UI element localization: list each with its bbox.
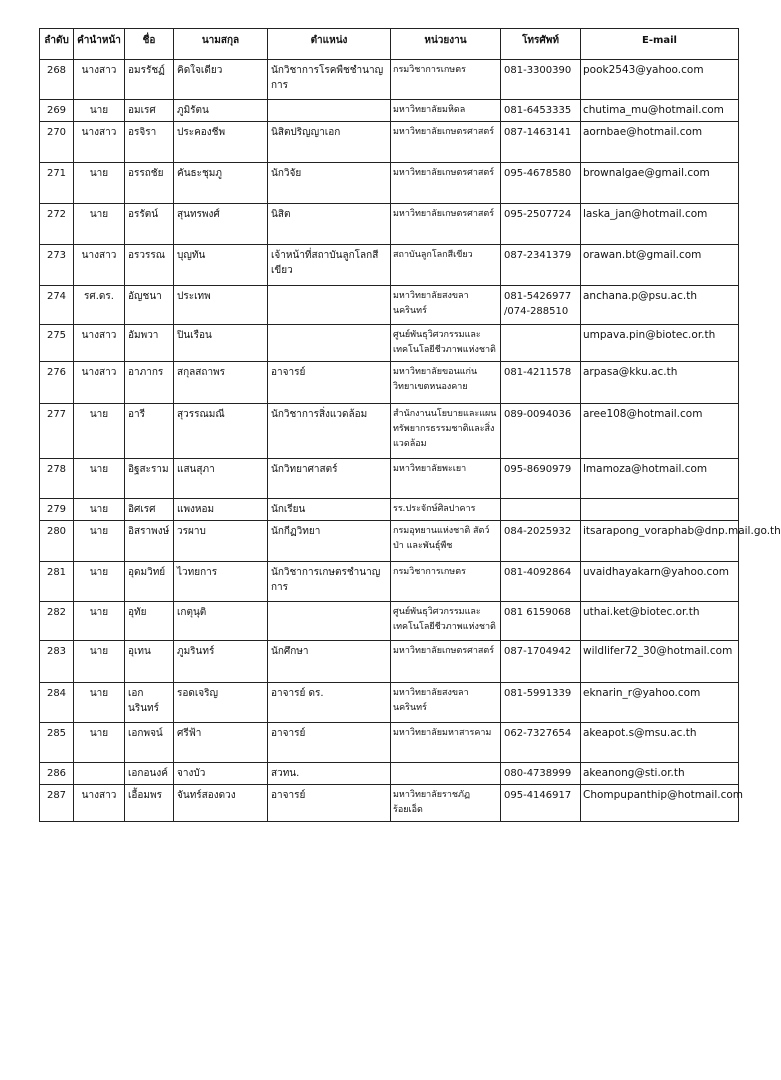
row-last-name: ศรีฟ้า (174, 723, 268, 763)
row-prefix: รศ.ดร. (74, 286, 125, 325)
row-position: นักวิชาการโรคพืชชำนาญการ (268, 60, 391, 100)
row-last-name: คันธะชุมภู (174, 163, 268, 204)
row-prefix: นางสาว (74, 785, 125, 822)
row-prefix: นาย (74, 683, 125, 723)
row-position (268, 602, 391, 641)
row-number: 271 (40, 163, 74, 204)
header-row (40, 29, 739, 60)
row-first-name: อรรัตน์ (125, 204, 174, 245)
row-first-name: อัมพวา (125, 325, 174, 362)
row-email: pook2543@yahoo.com (581, 60, 739, 100)
row-first-name: อุทัย (125, 602, 174, 641)
row-email: aree108@hotmail.com (581, 404, 739, 459)
row-number: 277 (40, 404, 74, 459)
row-first-name: อิฐสะราม (125, 459, 174, 499)
row-number: 286 (40, 763, 74, 785)
row-phone: 081-4211578 (501, 362, 581, 404)
row-number: 270 (40, 122, 74, 163)
row-organization: ศูนย์พันธุวิศวกรรมและเทคโนโลยีชีวภาพแห่งชาติ (391, 602, 501, 641)
row-phone: 084-2025932 (501, 521, 581, 562)
row-phone (501, 499, 581, 521)
row-phone: 095-2507724 (501, 204, 581, 245)
row-position: นักวิชาการสิ่งแวดล้อม (268, 404, 391, 459)
row-email: lmamoza@hotmail.com (581, 459, 739, 499)
row-phone: 081-4092864 (501, 562, 581, 602)
row-last-name: จางบัว (174, 763, 268, 785)
header-position: ตำแหน่ง (268, 29, 391, 60)
row-organization: มหาวิทยาลัยเกษตรศาสตร์ (391, 122, 501, 163)
row-number: 275 (40, 325, 74, 362)
row-last-name: ภูมิรัตน (174, 100, 268, 122)
row-last-name: รอดเจริญ (174, 683, 268, 723)
row-number: 272 (40, 204, 74, 245)
table-row (40, 785, 739, 822)
row-position: อาจารย์ (268, 723, 391, 763)
row-first-name: อรจิรา (125, 122, 174, 163)
row-phone: 087-2341379 (501, 245, 581, 286)
row-organization: มหาวิทยาลัยสงขลานครินทร์ (391, 683, 501, 723)
row-prefix: นางสาว (74, 362, 125, 404)
row-position: นักวิจัย (268, 163, 391, 204)
row-number: 283 (40, 641, 74, 683)
table-row (40, 562, 739, 602)
row-number: 269 (40, 100, 74, 122)
row-phone: 081-6453335 (501, 100, 581, 122)
participants-table (39, 28, 781, 822)
row-position (268, 325, 391, 362)
row-prefix: นาย (74, 459, 125, 499)
row-position: นิสิต (268, 204, 391, 245)
row-last-name: ปินเรือน (174, 325, 268, 362)
row-prefix: นาย (74, 404, 125, 459)
row-email: uvaidhayakarn@yahoo.com (581, 562, 739, 602)
row-phone: 081-3300390 (501, 60, 581, 100)
row-email: Chompupanthip@hotmail.com (581, 785, 739, 822)
row-email: eknarin_r@yahoo.com (581, 683, 739, 723)
table-row (40, 204, 739, 245)
table-row (40, 286, 739, 325)
row-email: orawan.bt@gmail.com (581, 245, 739, 286)
row-phone: 081-5426977 /074-288510 (501, 286, 581, 325)
table-row (40, 763, 739, 785)
table-row (40, 163, 739, 204)
row-last-name: แพงหอม (174, 499, 268, 521)
row-position: นักวิทยาศาสตร์ (268, 459, 391, 499)
row-number: 276 (40, 362, 74, 404)
row-prefix: นาย (74, 723, 125, 763)
row-first-name: อิศเรศ (125, 499, 174, 521)
row-organization: กรมวิชาการเกษตร (391, 562, 501, 602)
row-position: อาจารย์ (268, 785, 391, 822)
row-phone: 081 6159068 (501, 602, 581, 641)
row-phone: 080-4738999 (501, 763, 581, 785)
row-prefix: นาย (74, 163, 125, 204)
row-last-name: บุญทัน (174, 245, 268, 286)
row-number: 281 (40, 562, 74, 602)
row-number: 279 (40, 499, 74, 521)
row-last-name: แสนสุภา (174, 459, 268, 499)
row-email: arpasa@kku.ac.th (581, 362, 739, 404)
row-organization: มหาวิทยาลัยมหาสารคาม (391, 723, 501, 763)
row-last-name: ประเทพ (174, 286, 268, 325)
row-first-name: เอกอนงค์ (125, 763, 174, 785)
row-phone: 081-5991339 (501, 683, 581, 723)
row-position: อาจารย์ (268, 362, 391, 404)
row-position (268, 286, 391, 325)
table-row (40, 602, 739, 641)
row-last-name: เกตุนุติ (174, 602, 268, 641)
row-email: aornbae@hotmail.com (581, 122, 739, 163)
row-last-name: วรผาบ (174, 521, 268, 562)
row-number: 274 (40, 286, 74, 325)
row-first-name: อุดมวิทย์ (125, 562, 174, 602)
table-row (40, 362, 739, 404)
row-organization: มหาวิทยาลัยขอนแก่น วิทยาเขตหนองคาย (391, 362, 501, 404)
row-organization: มหาวิทยาลัยเกษตรศาสตร์ (391, 163, 501, 204)
row-phone: 087-1704942 (501, 641, 581, 683)
header-first-name: ชื่อ (125, 29, 174, 60)
row-position (268, 100, 391, 122)
row-first-name: อาภากร (125, 362, 174, 404)
table-row (40, 404, 739, 459)
header-email: E-mail (581, 29, 739, 60)
row-number: 285 (40, 723, 74, 763)
row-email: laska_jan@hotmail.com (581, 204, 739, 245)
row-organization: มหาวิทยาลัยเกษตรศาสตร์ (391, 204, 501, 245)
row-position: นิสิตปริญญาเอก (268, 122, 391, 163)
table-row (40, 60, 739, 100)
row-phone: 089-0094036 (501, 404, 581, 459)
row-position: นักวิชาการเกษตรชำนาญการ (268, 562, 391, 602)
row-number: 280 (40, 521, 74, 562)
row-last-name: สกุลสถาพร (174, 362, 268, 404)
row-first-name: อมรรัชฏ์ (125, 60, 174, 100)
row-last-name: ไวทยการ (174, 562, 268, 602)
row-organization: มหาวิทยาลัยราชภัฏร้อยเอ็ด (391, 785, 501, 822)
row-organization: มหาวิทยาลัยเกษตรศาสตร์ (391, 641, 501, 683)
row-position: นักเรียน (268, 499, 391, 521)
row-first-name: อัญชนา (125, 286, 174, 325)
row-email: itsarapong_voraphab@dnp.mail.go.th (581, 521, 739, 562)
row-organization: มหาวิทยาลัยพะเยา (391, 459, 501, 499)
table-row (40, 459, 739, 499)
header-phone: โทรศัพท์ (501, 29, 581, 60)
row-prefix: นางสาว (74, 325, 125, 362)
header-last-name: นามสกุล (174, 29, 268, 60)
row-phone: 095-8690979 (501, 459, 581, 499)
row-prefix: นาย (74, 521, 125, 562)
row-position: นักกีฏวิทยา (268, 521, 391, 562)
row-organization: สถาบันลูกโลกสีเขียว (391, 245, 501, 286)
row-email: brownalgae@gmail.com (581, 163, 739, 204)
row-number: 273 (40, 245, 74, 286)
row-position: สวทน. (268, 763, 391, 785)
table-row (40, 499, 739, 521)
row-prefix: นาย (74, 562, 125, 602)
row-last-name: ภูมรินทร์ (174, 641, 268, 683)
row-phone: 095-4146917 (501, 785, 581, 822)
row-organization: มหาวิทยาลัยสงขลานครินทร์ (391, 286, 501, 325)
row-organization: สำนักงานนโยบายและแผนทรัพยากรธรรมชาติและสิ่งแวดล้อม (391, 404, 501, 459)
row-position: อาจารย์ ดร. (268, 683, 391, 723)
row-organization: มหาวิทยาลัยมหิดล (391, 100, 501, 122)
row-number: 284 (40, 683, 74, 723)
header-prefix: คำนำหน้า (74, 29, 125, 60)
row-first-name: อมเรศ (125, 100, 174, 122)
row-number: 278 (40, 459, 74, 499)
row-number: 287 (40, 785, 74, 822)
table-row (40, 683, 739, 723)
table-row (40, 245, 739, 286)
row-first-name: เอกพจน์ (125, 723, 174, 763)
row-organization: กรมวิชาการเกษตร (391, 60, 501, 100)
row-prefix: นาย (74, 100, 125, 122)
row-prefix: นางสาว (74, 245, 125, 286)
row-last-name: สุวรรณมณี (174, 404, 268, 459)
row-email: uthai.ket@biotec.or.th (581, 602, 739, 641)
row-position: เจ้าหน้าที่สถาบันลูกโลกสีเขียว (268, 245, 391, 286)
row-prefix: นางสาว (74, 122, 125, 163)
row-number: 268 (40, 60, 74, 100)
row-first-name: อรรถชัย (125, 163, 174, 204)
row-phone: 087-1463141 (501, 122, 581, 163)
row-first-name: เอกนรินทร์ (125, 683, 174, 723)
table-row (40, 641, 739, 683)
row-prefix (74, 763, 125, 785)
row-email: akeanong@sti.or.th (581, 763, 739, 785)
row-email: umpava.pin@biotec.or.th (581, 325, 739, 362)
row-email: anchana.p@psu.ac.th (581, 286, 739, 325)
table-row (40, 325, 739, 362)
table-row (40, 122, 739, 163)
row-phone: 095-4678580 (501, 163, 581, 204)
row-organization (391, 763, 501, 785)
row-number: 282 (40, 602, 74, 641)
header-no: ลำดับ (40, 29, 74, 60)
row-last-name: คิดใจเดียว (174, 60, 268, 100)
table-row (40, 100, 739, 122)
row-email: chutima_mu@hotmail.com (581, 100, 739, 122)
row-organization: กรมอุทยานแห่งชาติ สัตว์ป่า และพันธุ์พืช (391, 521, 501, 562)
row-prefix: นาย (74, 602, 125, 641)
row-email: wildlifer72_30@hotmail.com (581, 641, 739, 683)
row-first-name: อรวรรณ (125, 245, 174, 286)
row-organization: ศูนย์พันธุวิศวกรรมและเทคโนโลยีชีวภาพแห่งชาติ (391, 325, 501, 362)
header-organization: หน่วยงาน (391, 29, 501, 60)
row-first-name: อุเทน (125, 641, 174, 683)
row-last-name: จันทร์สองดวง (174, 785, 268, 822)
row-prefix: นาย (74, 641, 125, 683)
row-position: นักศึกษา (268, 641, 391, 683)
row-first-name: อารี (125, 404, 174, 459)
table-row (40, 521, 739, 562)
row-email (581, 499, 739, 521)
row-first-name: อิสราพงษ์ (125, 521, 174, 562)
row-prefix: นางสาว (74, 60, 125, 100)
row-first-name: เอื้อมพร (125, 785, 174, 822)
row-last-name: ประคองชีพ (174, 122, 268, 163)
row-email: akeapot.s@msu.ac.th (581, 723, 739, 763)
row-organization: รร.ประจักษ์ศิลปาคาร (391, 499, 501, 521)
row-phone (501, 325, 581, 362)
row-last-name: สุนทรพงศ์ (174, 204, 268, 245)
table-row (40, 723, 739, 763)
row-prefix: นาย (74, 499, 125, 521)
row-phone: 062-7327654 (501, 723, 581, 763)
row-prefix: นาย (74, 204, 125, 245)
